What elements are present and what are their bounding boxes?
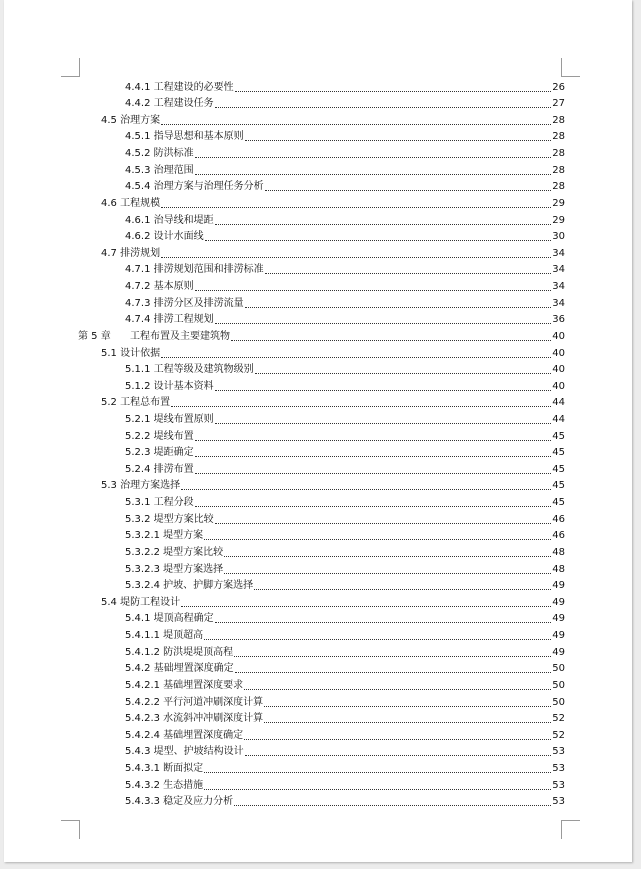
toc-page-number: 30 bbox=[552, 231, 565, 243]
toc-entry[interactable] bbox=[125, 725, 565, 742]
toc-page-number: 52 bbox=[552, 713, 565, 725]
toc-entry-label: 4.4.2 工程建设任务 bbox=[125, 98, 214, 110]
toc-entry[interactable] bbox=[125, 792, 565, 809]
toc-dot-leader bbox=[215, 107, 552, 108]
toc-dot-leader bbox=[234, 656, 551, 657]
toc-page-number: 40 bbox=[552, 330, 565, 342]
toc-entry-label: 5.2.1 堤线布置原则 bbox=[125, 413, 214, 425]
toc-page-number: 34 bbox=[552, 247, 565, 259]
toc-entry[interactable] bbox=[125, 742, 565, 759]
toc-dot-leader bbox=[245, 140, 552, 141]
toc-entry-label: 4.5.3 治理范围 bbox=[125, 164, 194, 176]
toc-entry[interactable] bbox=[125, 675, 565, 692]
toc-dot-leader bbox=[181, 489, 551, 490]
toc-entry[interactable] bbox=[125, 659, 565, 676]
toc-dot-leader bbox=[204, 539, 551, 540]
toc-page-number: 52 bbox=[552, 729, 565, 741]
toc-entry[interactable] bbox=[101, 193, 565, 210]
crop-mark-top-left bbox=[61, 58, 80, 77]
toc-dot-leader bbox=[224, 556, 551, 557]
toc-entry[interactable] bbox=[125, 360, 565, 377]
toc-entry-label: 5.4.1.1 堤顶超高 bbox=[125, 630, 204, 642]
toc-dot-leader bbox=[215, 390, 552, 391]
document-page bbox=[4, 0, 632, 862]
toc-dot-leader bbox=[231, 340, 551, 341]
toc-entry[interactable] bbox=[125, 542, 565, 559]
toc-entry-label: 4.7.3 排涝分区及排涝流量 bbox=[125, 297, 244, 309]
toc-dot-leader bbox=[244, 739, 551, 740]
toc-dot-leader bbox=[205, 240, 552, 241]
toc-entry-label: 4.7.1 排涝规划范围和排涝标准 bbox=[125, 264, 264, 276]
crop-mark-bottom-left bbox=[61, 820, 80, 839]
toc-page-number: 53 bbox=[552, 746, 565, 758]
toc-entry-label: 5.4.2.1 基础埋置深度要求 bbox=[125, 679, 244, 691]
toc-page-number: 27 bbox=[552, 98, 565, 110]
toc-entry-label: 4.6 工程规模 bbox=[101, 197, 161, 209]
toc-entry-label: 5.2 工程总布置 bbox=[101, 397, 171, 409]
toc-entry[interactable] bbox=[125, 642, 565, 659]
toc-entry-label: 4.7.4 排涝工程规划 bbox=[125, 314, 214, 326]
toc-entry[interactable] bbox=[101, 393, 565, 410]
toc-page-number: 28 bbox=[552, 148, 565, 160]
toc-dot-leader bbox=[264, 722, 551, 723]
toc-dot-leader bbox=[234, 805, 551, 806]
toc-dot-leader bbox=[215, 622, 552, 623]
toc-page-number: 34 bbox=[552, 297, 565, 309]
toc-dot-leader bbox=[245, 755, 552, 756]
toc-dot-leader bbox=[161, 124, 551, 125]
toc-entry-label: 5.2.3 堤距确定 bbox=[125, 447, 194, 459]
toc-page-number: 36 bbox=[552, 314, 565, 326]
toc-page-number: 29 bbox=[552, 197, 565, 209]
toc-entry[interactable] bbox=[125, 210, 565, 227]
toc-entry-label: 5.4.2.2 平行河道冲刷深度计算 bbox=[125, 696, 264, 708]
toc-dot-leader bbox=[195, 456, 552, 457]
toc-dot-leader bbox=[195, 473, 552, 474]
toc-dot-leader bbox=[181, 606, 551, 607]
toc-entry[interactable] bbox=[101, 476, 565, 493]
toc-dot-leader bbox=[161, 207, 551, 208]
toc-page-number: 28 bbox=[552, 114, 565, 126]
toc-page-number: 40 bbox=[552, 347, 565, 359]
toc-dot-leader bbox=[195, 506, 552, 507]
toc-dot-leader bbox=[265, 190, 552, 191]
toc-chapter-title: 工程布置及主要建筑物 bbox=[130, 330, 230, 342]
toc-entry[interactable] bbox=[125, 509, 565, 526]
toc-dot-leader bbox=[264, 706, 551, 707]
toc-entry-label: 5.1.1 工程等级及建筑物级别 bbox=[125, 364, 254, 376]
toc-entry[interactable] bbox=[125, 625, 565, 642]
toc-entry-label: 4.4.1 工程建设的必要性 bbox=[125, 81, 234, 93]
toc-entry-label: 5.4.3 堤型、护坡结构设计 bbox=[125, 746, 244, 758]
toc-entry[interactable] bbox=[101, 243, 565, 260]
toc-page-number: 26 bbox=[552, 81, 565, 93]
toc-dot-leader bbox=[245, 307, 552, 308]
toc-page-number: 49 bbox=[552, 630, 565, 642]
toc-entry-label: 5.4.3.2 生态措施 bbox=[125, 779, 204, 791]
toc-entry-label: 5.4.1 堤顶高程确定 bbox=[125, 613, 214, 625]
toc-dot-leader bbox=[195, 440, 552, 441]
toc-entry[interactable] bbox=[101, 592, 565, 609]
toc-entry-label: 5.4.2 基础埋置深度确定 bbox=[125, 663, 234, 675]
crop-mark-bottom-right bbox=[561, 820, 580, 839]
toc-page-number: 28 bbox=[552, 164, 565, 176]
toc-page-number: 44 bbox=[552, 397, 565, 409]
toc-page-number: 34 bbox=[552, 264, 565, 276]
toc-dot-leader bbox=[204, 639, 551, 640]
toc-entry[interactable] bbox=[125, 94, 565, 111]
toc-dot-leader bbox=[195, 157, 552, 158]
toc-entry[interactable] bbox=[125, 409, 565, 426]
toc-entry-label: 5.3.2 堤型方案比较 bbox=[125, 513, 214, 525]
toc-entry-label: 5.4.2.3 水流斜冲冲刷深度计算 bbox=[125, 713, 264, 725]
toc-entry-label: 5.3.2.4 护坡、护脚方案选择 bbox=[125, 580, 254, 592]
toc-entry[interactable] bbox=[125, 127, 565, 144]
toc-dot-leader bbox=[244, 689, 551, 690]
toc-page-number: 50 bbox=[552, 679, 565, 691]
toc-entry-label: 5.3 治理方案选择 bbox=[101, 480, 181, 492]
toc-dot-leader bbox=[204, 789, 551, 790]
toc-entry[interactable] bbox=[125, 227, 565, 244]
toc-entry[interactable] bbox=[125, 526, 565, 543]
toc-dot-leader bbox=[161, 357, 551, 358]
toc-entry[interactable] bbox=[125, 293, 565, 310]
toc-entry[interactable] bbox=[125, 609, 565, 626]
toc-dot-leader bbox=[235, 672, 552, 673]
toc-dot-leader bbox=[195, 290, 552, 291]
toc-page-number: 46 bbox=[552, 513, 565, 525]
toc-page-number: 49 bbox=[552, 613, 565, 625]
toc-dot-leader bbox=[204, 772, 551, 773]
toc-page-number: 48 bbox=[552, 563, 565, 575]
toc-entry[interactable] bbox=[125, 576, 565, 593]
toc-entry[interactable] bbox=[125, 493, 565, 510]
toc-entry-label: 5.4 堤防工程设计 bbox=[101, 596, 181, 608]
toc-page-number: 40 bbox=[552, 380, 565, 392]
toc-page-number: 40 bbox=[552, 364, 565, 376]
crop-mark-top-right bbox=[561, 58, 580, 77]
toc-entry[interactable] bbox=[125, 143, 565, 160]
toc-page-number: 53 bbox=[552, 763, 565, 774]
toc-entry-label: 5.3.2.2 堤型方案比较 bbox=[125, 546, 224, 558]
toc-entry[interactable] bbox=[125, 559, 565, 576]
toc-entry-label: 4.5 治理方案 bbox=[101, 114, 161, 126]
toc-dot-leader bbox=[161, 257, 551, 258]
toc-dot-leader bbox=[265, 273, 552, 274]
toc-page-number: 45 bbox=[552, 447, 565, 459]
toc-entry[interactable] bbox=[125, 310, 565, 327]
toc-dot-leader bbox=[255, 373, 552, 374]
toc-entry[interactable] bbox=[101, 343, 565, 360]
toc-entry-label: 4.5.4 治理方案与治理任务分析 bbox=[125, 181, 264, 193]
toc-entry-label: 4.5.2 防洪标准 bbox=[125, 148, 194, 160]
toc-page-number: 53 bbox=[552, 779, 565, 791]
toc-page-number: 45 bbox=[552, 497, 565, 509]
toc-page-number: 44 bbox=[552, 413, 565, 425]
toc-dot-leader bbox=[254, 589, 551, 590]
toc-entry[interactable] bbox=[125, 376, 565, 393]
toc-page-number: 29 bbox=[552, 214, 565, 226]
toc-entry[interactable] bbox=[125, 160, 565, 177]
toc-entry-label: 5.2.2 堤线布置 bbox=[125, 430, 194, 442]
toc-entry-label: 5.4.1.2 防洪堤堤顶高程 bbox=[125, 646, 234, 658]
toc-entry[interactable] bbox=[125, 443, 565, 460]
toc-dot-leader bbox=[224, 573, 551, 574]
toc-entry-label: 4.5.1 指导思想和基本原则 bbox=[125, 131, 244, 143]
toc-entry[interactable] bbox=[101, 110, 565, 127]
toc-page-number: 49 bbox=[552, 646, 565, 658]
toc-chapter-number: 第 5 章 bbox=[78, 330, 111, 342]
toc-entry-label bbox=[78, 331, 230, 343]
toc-entry[interactable] bbox=[125, 709, 565, 726]
toc-dot-leader bbox=[171, 406, 551, 407]
toc-entry-label: 5.3.2.1 堤型方案 bbox=[125, 530, 204, 542]
toc-page-number: 53 bbox=[552, 796, 565, 808]
toc-entry-label: 4.6.1 治导线和堤距 bbox=[125, 214, 214, 226]
toc-page-number: 50 bbox=[552, 696, 565, 708]
toc-entry-label: 5.3.1 工程分段 bbox=[125, 497, 194, 509]
toc-entry-label: 5.1.2 设计基本资料 bbox=[125, 380, 214, 392]
toc-dot-leader bbox=[235, 91, 552, 92]
toc-page-number: 28 bbox=[552, 131, 565, 143]
toc-entry[interactable] bbox=[125, 276, 565, 293]
toc-entry-label: 5.4.3.1 断面拟定 bbox=[125, 763, 204, 774]
toc-entry-label: 4.7.2 基本原则 bbox=[125, 281, 194, 293]
toc-page-number: 34 bbox=[552, 281, 565, 293]
toc-entry[interactable] bbox=[125, 260, 565, 277]
toc-page-number: 48 bbox=[552, 546, 565, 558]
toc-entry[interactable] bbox=[125, 177, 565, 194]
toc-page-number: 28 bbox=[552, 181, 565, 193]
toc-page-number: 45 bbox=[552, 463, 565, 475]
toc-dot-leader bbox=[215, 224, 552, 225]
toc-dot-leader bbox=[215, 323, 552, 324]
toc-entry-label: 4.7 排涝规划 bbox=[101, 247, 161, 259]
toc-dot-leader bbox=[195, 174, 552, 175]
toc-entry-label: 5.2.4 排涝布置 bbox=[125, 463, 194, 475]
toc-page-number: 49 bbox=[552, 580, 565, 592]
toc-page-number: 45 bbox=[552, 480, 565, 492]
toc-dot-leader bbox=[215, 523, 552, 524]
toc-entry[interactable] bbox=[125, 426, 565, 443]
toc-entry[interactable] bbox=[78, 326, 565, 343]
toc-entry-label: 5.3.2.3 堤型方案选择 bbox=[125, 563, 224, 575]
toc-entry[interactable] bbox=[125, 692, 565, 709]
toc-entry[interactable] bbox=[125, 775, 565, 792]
toc-dot-leader bbox=[215, 423, 552, 424]
toc-entry[interactable] bbox=[125, 77, 565, 94]
toc-entry[interactable] bbox=[125, 459, 565, 476]
toc-page-number: 46 bbox=[552, 530, 565, 542]
toc-entry[interactable] bbox=[125, 758, 565, 775]
toc-page-number: 45 bbox=[552, 430, 565, 442]
toc-entry-label: 5.4.3.3 稳定及应力分析 bbox=[125, 796, 234, 808]
toc-entry-label: 4.6.2 设计水面线 bbox=[125, 231, 204, 243]
toc-entry-label: 5.1 设计依据 bbox=[101, 347, 161, 359]
toc-entry-label: 5.4.2.4 基础埋置深度确定 bbox=[125, 729, 244, 741]
toc-page-number: 50 bbox=[552, 663, 565, 675]
toc-page-number: 49 bbox=[552, 596, 565, 608]
